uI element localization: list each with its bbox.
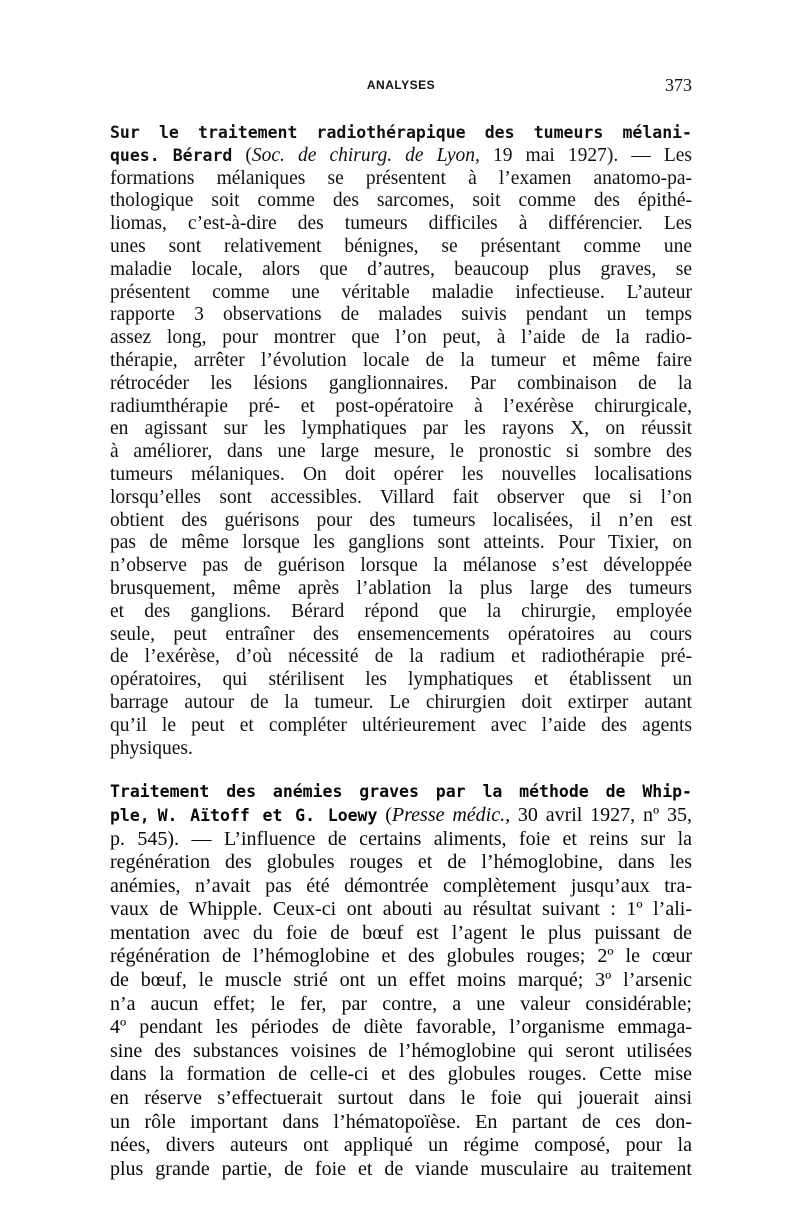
text-line: maladie locale, alors que d’autres, beaucoup plus graves, se: [110, 258, 692, 280]
article-authors: Bérard: [172, 145, 233, 165]
dash-intro: — Les: [618, 144, 693, 166]
source-open-paren: (: [385, 803, 392, 826]
article-text: [110, 828, 692, 1182]
text-line: assez long, pour montrer que l’on peut, à l’aide de la radio-: [110, 327, 692, 349]
text-line: nées, divers auteurs ont appliqué un régime composé, pour la: [110, 1134, 692, 1157]
text-line: de bœuf, le muscle strié ont un effet moins marqué; 3º l’arsenic: [110, 969, 692, 992]
article-title-part: Traitement des anémies graves par la méthode de Whip-: [110, 782, 692, 802]
text-line: regénération des globules rouges et de l’hémoglobine, dans les: [110, 851, 692, 874]
text-line: de l’exérèse, d’où nécessité de la radium et radiothérapie pré-: [110, 646, 692, 668]
text-line: et des ganglions. Bérard répond que la chirurgie, employée: [110, 600, 692, 622]
page-number: 373: [665, 75, 692, 95]
source-date: 19 mai 1927).: [479, 144, 619, 166]
source-open-paren: (: [245, 144, 252, 166]
article-title-part: ques.: [110, 145, 160, 165]
running-header: [110, 75, 692, 98]
text-line: n’a aucun effet; le fer, par contre, a une valeur considérable;: [110, 992, 692, 1015]
text-line: mentation avec du foie de bœuf est l’agent le plus puissant de: [110, 921, 692, 944]
text-line: thologique soit comme des sarcomes, soit comme des épithé-: [110, 190, 692, 212]
text-line: tumeurs mélaniques. On doit opérer les nouvelles localisations: [110, 463, 692, 485]
text-line: barrage autour de la tumeur. Le chirurgien doit extirper autant: [110, 691, 692, 713]
page-body: [110, 122, 692, 1181]
article-heading-line: [110, 804, 692, 828]
text-line: en réserve s’effectuerait surtout dans le foie qui jouerait ainsi: [110, 1087, 692, 1110]
text-line: physiques.: [110, 737, 193, 759]
text-line: rétrocéder les lésions ganglionnaires. Par combinaison de la: [110, 372, 692, 394]
text-line: à améliorer, dans une large mesure, le pronostic si sombre des: [110, 441, 692, 463]
running-title: ANALYSES: [366, 78, 436, 92]
text-line: liomas, c’est-à-dire des tumeurs difficiles à différencier. Les: [110, 213, 692, 235]
text-line: n’observe pas de guérison lorsque la mélanose s’est développée: [110, 555, 692, 577]
text-line: un rôle important dans l’hématopoïèse. En partant de ces don-: [110, 1110, 692, 1133]
text-line: brusquement, même après l’ablation la plus large des tumeurs: [110, 577, 692, 599]
article-radiotherapie-tumeurs-melaniques: [110, 122, 692, 760]
source-date: 30 avril 1927, nº 35,: [510, 803, 692, 826]
article-text: [110, 168, 692, 761]
article-title-part: ple,: [110, 805, 150, 825]
text-line: anémies, n’avait pas été démontrée complètement jusqu’aux tra-: [110, 874, 692, 897]
text-line: radiumthérapie pré- et post-opératoire à l’exérèse chirurgicale,: [110, 395, 692, 417]
text-line: vaux de Whipple. Ceux-ci ont abouti au résultat suivant : 1º l’ali-: [110, 898, 692, 921]
text-line: sine des substances voisines de l’hémoglobine qui seront utilisées: [110, 1039, 692, 1062]
text-line: obtient des guérisons pour des tumeurs localisées, il n’en est: [110, 509, 692, 531]
text-line: thérapie, arrêter l’évolution locale de la tumeur et même faire: [110, 349, 692, 371]
text-line: 4º pendant les périodes de diète favorable, l’organisme emmaga-: [110, 1016, 692, 1039]
article-title-line: [110, 122, 692, 145]
text-line: rapporte 3 observations de malades suivis pendant un temps: [110, 304, 692, 326]
article-heading-line: [110, 145, 692, 168]
article-anemies-whipple: [110, 780, 692, 1181]
article-title-line: [110, 780, 692, 804]
text-line: p. 545). — L’influence de certains aliments, foie et reins sur la: [110, 827, 692, 850]
text-line: présentent comme une véritable maladie infectieuse. L’auteur: [110, 281, 692, 303]
text-line: dans la formation de celle-ci et des globules rouges. Cette mise: [110, 1063, 692, 1086]
text-line: opératoires, qui stérilisent les lymphatiques et établissent un: [110, 669, 692, 691]
source-journal: Presse médic.,: [391, 803, 511, 826]
text-line: en agissant sur les lymphatiques par les rayons X, on réussit: [110, 418, 692, 440]
text-line: régénération de l’hémoglobine et des globules rouges; 2º le cœur: [110, 945, 692, 968]
text-line: unes sont relativement bénignes, se présentant comme une: [110, 235, 692, 257]
text-line: qu’il le peut et compléter ultérieurement avec l’aide des agents: [110, 714, 692, 736]
article-title-part: Sur le traitement radiothérapique des tumeurs mélani-: [110, 123, 692, 142]
article-authors: W. Aïtoff et G. Loewy: [157, 805, 378, 825]
text-line: lorsqu’elles sont accessibles. Villard fait observer que si l’on: [110, 486, 692, 508]
text-line: formations mélaniques se présentent à l’examen anatomo-pa-: [110, 167, 692, 189]
text-line: plus grande partie, de foie et de viande musculaire au traitement: [110, 1157, 692, 1180]
text-line: pas de même lorsque les ganglions sont atteints. Pour Tixier, on: [110, 532, 692, 554]
text-line: seule, peut entraîner des ensemencements opératoires au cours: [110, 623, 692, 645]
source-journal: Soc. de chirurg. de Lyon,: [251, 144, 480, 166]
